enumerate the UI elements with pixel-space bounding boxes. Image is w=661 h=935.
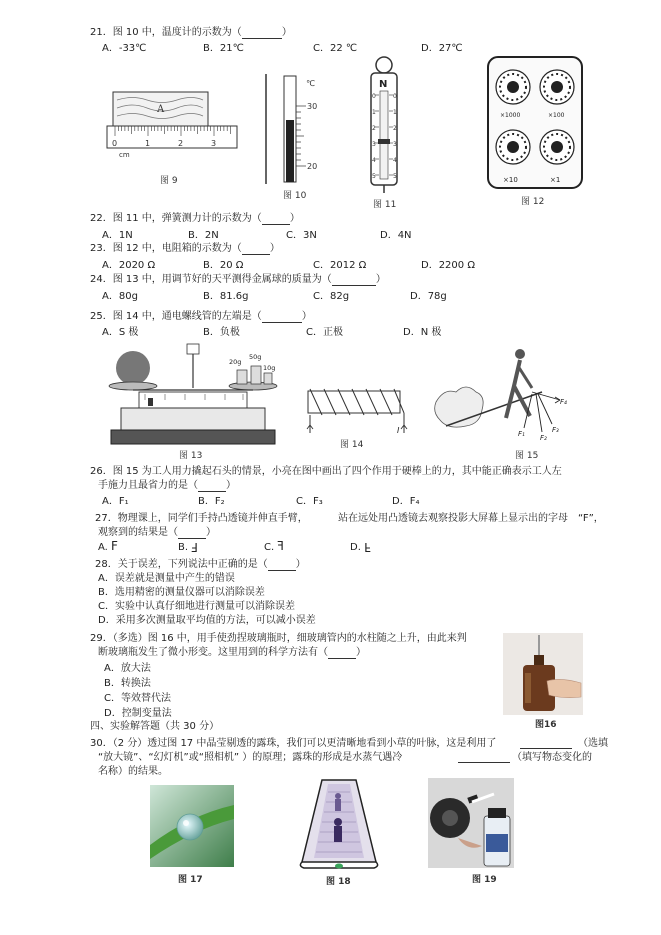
q26-line2-end: ） <box>226 480 236 491</box>
q24-option-a[interactable]: A．80g <box>102 291 138 302</box>
q29-line2 <box>98 646 366 659</box>
q26-option-a[interactable]: A．F₁ <box>102 496 129 507</box>
force-f2-label: F₂ <box>540 434 547 442</box>
q22-option-a[interactable]: A．1N <box>102 230 133 241</box>
q29-option-c[interactable]: C．等效替代法 <box>104 693 171 704</box>
figure-15-lever <box>432 340 572 450</box>
q25-stem-text: 25．图 14 中，通电螺线管的左端是（ <box>90 311 262 322</box>
weight-10g-label: 10g <box>263 364 276 372</box>
q27-option-d-glyph: F <box>364 540 371 554</box>
ruler-illustration <box>105 90 240 165</box>
scale-right-tick-2: 2 <box>393 125 397 132</box>
q21-answer-blank[interactable] <box>242 38 282 39</box>
scale-left-tick-1: 1 <box>372 109 376 116</box>
q25-option-b[interactable]: B．负极 <box>203 327 240 338</box>
dial-multiplier-10: ×10 <box>503 176 518 184</box>
q21-option-a[interactable]: A．-33℃ <box>102 43 147 54</box>
q23-stem-end: ） <box>269 243 280 254</box>
q27-line2 <box>98 526 216 539</box>
q24-stem-end: ） <box>375 274 386 285</box>
dial-multiplier-100: ×100 <box>548 112 565 119</box>
figure-9-ruler <box>105 90 240 165</box>
q23-option-b[interactable]: B．20 Ω <box>203 260 244 271</box>
q25-stem <box>90 310 312 323</box>
q28-option-a[interactable]: A．误差就是测量中产生的错误 <box>98 573 235 584</box>
q25-option-a[interactable]: A．S 极 <box>102 327 139 338</box>
force-f4-label: F₄ <box>560 398 567 406</box>
q23-answer-blank[interactable] <box>242 254 270 255</box>
q29-line2-text: 断玻璃瓶发生了微小形变。这里用到的科学方法有（ <box>98 647 328 658</box>
figure-18-caption: 图 18 <box>326 877 351 887</box>
dew-photo-illustration <box>150 785 234 867</box>
escalator-illustration <box>298 778 380 870</box>
thermometer-tick-20: 20 <box>307 162 318 171</box>
q28-stem <box>95 558 306 571</box>
solenoid-illustration <box>300 385 410 437</box>
scale-right-tick-1: 1 <box>393 109 397 116</box>
figure-17-photo <box>150 785 234 867</box>
q21-option-c[interactable]: C．22 ℃ <box>313 43 358 54</box>
q27-answer-blank[interactable] <box>178 538 206 539</box>
scale-right-tick-5: 5 <box>393 173 397 180</box>
q22-option-b[interactable]: B．2N <box>188 230 219 241</box>
spring-scale-illustration <box>363 55 405 195</box>
scale-left-tick-5: 5 <box>372 173 376 180</box>
figure-16-caption: 图16 <box>535 720 557 730</box>
force-f1-label: F₁ <box>518 430 525 438</box>
q30-line2: “放大镜”、“幻灯机”或“照相机” ）的原理；露珠的形成是水蒸气遇冷 <box>98 752 403 763</box>
bottle-photo-illustration <box>503 633 583 715</box>
q21-stem-text: 21．图 10 中，温度计的示数为（ <box>90 27 242 38</box>
dial-multiplier-1: ×1 <box>550 176 561 184</box>
q27-option-b-glyph: F <box>191 540 199 554</box>
figure-15-caption: 图 15 <box>515 451 539 461</box>
q26-option-b[interactable]: B．F₂ <box>198 496 225 507</box>
ruler-tick-0: 0 <box>112 139 118 148</box>
figure-12-resistance-box <box>486 55 584 190</box>
q27-line1 <box>95 512 308 525</box>
figure-14-solenoid <box>300 385 410 437</box>
spring-scale-n-label: N <box>379 79 388 90</box>
q22-stem-end: ） <box>289 213 300 224</box>
figure-12-caption: 图 12 <box>521 197 545 207</box>
q22-stem-text: 22．图 11 中，弹簧测力计的示数为（ <box>90 213 262 224</box>
scale-left-tick-0: 0 <box>372 93 376 100</box>
q27-line1-part-c: “F”， <box>578 513 604 524</box>
block-label: A <box>157 104 165 115</box>
q28-option-b[interactable]: B．选用精密的测量仪器可以消除误差 <box>98 587 265 598</box>
q26-answer-blank[interactable] <box>198 491 226 492</box>
q30-line1-end: （选填 <box>578 738 608 749</box>
q24-option-c[interactable]: C．82g <box>313 291 350 302</box>
q30-blank-2[interactable] <box>458 762 510 763</box>
q21-stem-end: ） <box>281 27 292 38</box>
q24-stem-text: 24．图 13 中，用调节好的天平测得金属球的质量为（ <box>90 274 332 285</box>
scale-right-tick-3: 3 <box>393 141 397 148</box>
q28-answer-blank[interactable] <box>268 570 296 571</box>
q21-stem <box>90 26 292 39</box>
ruler-tick-3: 3 <box>211 139 217 148</box>
figure-13-balance <box>103 340 283 448</box>
figure-16-photo <box>503 633 583 715</box>
scale-left-tick-2: 2 <box>372 125 376 132</box>
q30-blank-1[interactable] <box>520 748 572 749</box>
figure-11-spring-scale <box>363 55 405 195</box>
scale-right-tick-0: 0 <box>393 93 397 100</box>
lever-illustration <box>432 340 572 450</box>
scale-left-tick-4: 4 <box>372 157 376 164</box>
figure-19-caption: 图 19 <box>472 875 497 885</box>
q25-option-c[interactable]: C．正极 <box>306 327 343 338</box>
q27-line2-text: 观察到的结果是（ <box>98 527 178 538</box>
q28-stem-end: ） <box>295 559 306 570</box>
q29-option-b[interactable]: B．转换法 <box>104 678 151 689</box>
q23-stem-text: 23．图 12 中，电阻箱的示数为（ <box>90 243 242 254</box>
q24-option-d[interactable]: D．78g <box>410 291 447 302</box>
q24-stem <box>90 273 386 286</box>
q28-option-c[interactable]: C．实验中认真仔细地进行测量可以消除误差 <box>98 601 295 612</box>
scale-left-tick-3: 3 <box>372 141 376 148</box>
q22-stem <box>90 212 300 225</box>
q29-line1: 29．（多选）图 16 中，用手使劲捏玻璃瓶时，细玻璃管内的水柱随之上升，由此来判 <box>90 633 467 644</box>
weight-20g-label: 20g <box>229 358 242 366</box>
force-f3-label: F₃ <box>552 426 559 434</box>
ruler-unit: cm <box>119 151 130 159</box>
figure-17-caption: 图 17 <box>178 875 203 885</box>
q27-line1-part-b: 站在远处用凸透镜去观察投影大屏幕上显示出的字母 <box>338 513 568 524</box>
thermometer-unit: ℃ <box>306 79 315 88</box>
q29-answer-blank[interactable] <box>328 658 356 659</box>
q27-line1-part-a: 27．物理课上，同学们手持凸透镜并伸直手臂， <box>95 513 308 524</box>
q29-line2-end: ） <box>356 647 366 658</box>
q21-option-d[interactable]: D．27℃ <box>421 43 463 54</box>
q27-option-d[interactable] <box>350 540 371 554</box>
q27-option-b[interactable] <box>178 540 198 554</box>
q27-line2-end: ） <box>206 527 216 538</box>
q23-stem <box>90 242 280 255</box>
q25-option-d[interactable]: D．N 极 <box>403 327 442 338</box>
figure-19-photo <box>428 778 514 868</box>
scale-right-tick-4: 4 <box>393 157 397 164</box>
q27-option-c-label: C. <box>264 542 275 553</box>
q23-option-a[interactable]: A．2020 Ω <box>102 260 156 271</box>
dial-multiplier-1000: ×1000 <box>500 112 521 119</box>
q27-option-c[interactable] <box>264 540 284 554</box>
resistance-box-illustration <box>486 55 584 190</box>
figure-14-caption: 图 14 <box>340 440 364 450</box>
q23-option-d[interactable]: D．2200 Ω <box>421 260 475 271</box>
q30-line3: 名称）的结果。 <box>98 766 168 777</box>
q29-option-d[interactable]: D．控制变量法 <box>104 708 172 719</box>
figure-10-caption: 图 10 <box>283 191 307 201</box>
q26-line2 <box>98 479 236 492</box>
q27-option-a-label: A. <box>98 542 108 553</box>
q27-option-d-label: D. <box>350 542 361 553</box>
q29-option-a[interactable]: A．放大法 <box>104 663 151 674</box>
q26-option-d[interactable]: D．F₄ <box>392 496 420 507</box>
current-label: I <box>397 426 400 435</box>
q27-option-a[interactable] <box>98 540 118 554</box>
q24-answer-blank[interactable] <box>332 285 376 286</box>
q25-answer-blank[interactable] <box>262 322 302 323</box>
q25-stem-end: ） <box>301 311 312 322</box>
figure-10-thermometer <box>262 72 322 187</box>
q30-line1: 30．（2 分）透过图 17 中晶莹剔透的露珠，我们可以更清晰地看到小草的叶脉，这是利用了 <box>90 738 497 749</box>
q27-option-a-glyph: F <box>111 539 118 553</box>
q21-option-b[interactable]: B．21℃ <box>203 43 244 54</box>
q30-line2-end: （填写物态变化的 <box>512 752 592 763</box>
thermometer-illustration <box>262 72 322 187</box>
q28-option-d[interactable]: D．采用多次测量取平均值的方法，可以减小误差 <box>98 615 316 626</box>
q26-line2-text: 手施力且最省力的是（ <box>98 480 198 491</box>
figure-18-illustration <box>298 778 380 870</box>
thermometer-tick-30: 30 <box>307 102 318 111</box>
q23-option-c[interactable]: C．2012 Ω <box>313 260 367 271</box>
balance-illustration <box>103 340 283 448</box>
q22-option-d[interactable]: D．4N <box>380 230 412 241</box>
q26-line1: 26．图 15 为工人用力撬起石头的情景，小亮在图中画出了四个作用于硬棒上的力，其中能正确表示工人左 <box>90 466 562 477</box>
section-4-heading: 四、实验解答题（共 30 分） <box>90 721 220 732</box>
weight-50g-label: 50g <box>249 353 262 361</box>
q27-option-c-glyph: F <box>277 539 285 553</box>
ruler-tick-1: 1 <box>145 139 151 148</box>
q24-option-b[interactable]: B．81.6g <box>203 291 249 302</box>
ruler-tick-2: 2 <box>178 139 184 148</box>
q22-option-c[interactable]: C．3N <box>286 230 317 241</box>
q26-option-c[interactable]: C．F₃ <box>296 496 323 507</box>
q28-stem-text: 28．关于误差，下列说法中正确的是（ <box>95 559 268 570</box>
figure-13-caption: 图 13 <box>179 451 203 461</box>
figure-9-caption: 图 9 <box>160 176 178 186</box>
spray-photo-illustration <box>428 778 514 868</box>
q22-answer-blank[interactable] <box>262 224 290 225</box>
figure-11-caption: 图 11 <box>373 200 397 210</box>
q27-option-b-label: B. <box>178 542 189 553</box>
